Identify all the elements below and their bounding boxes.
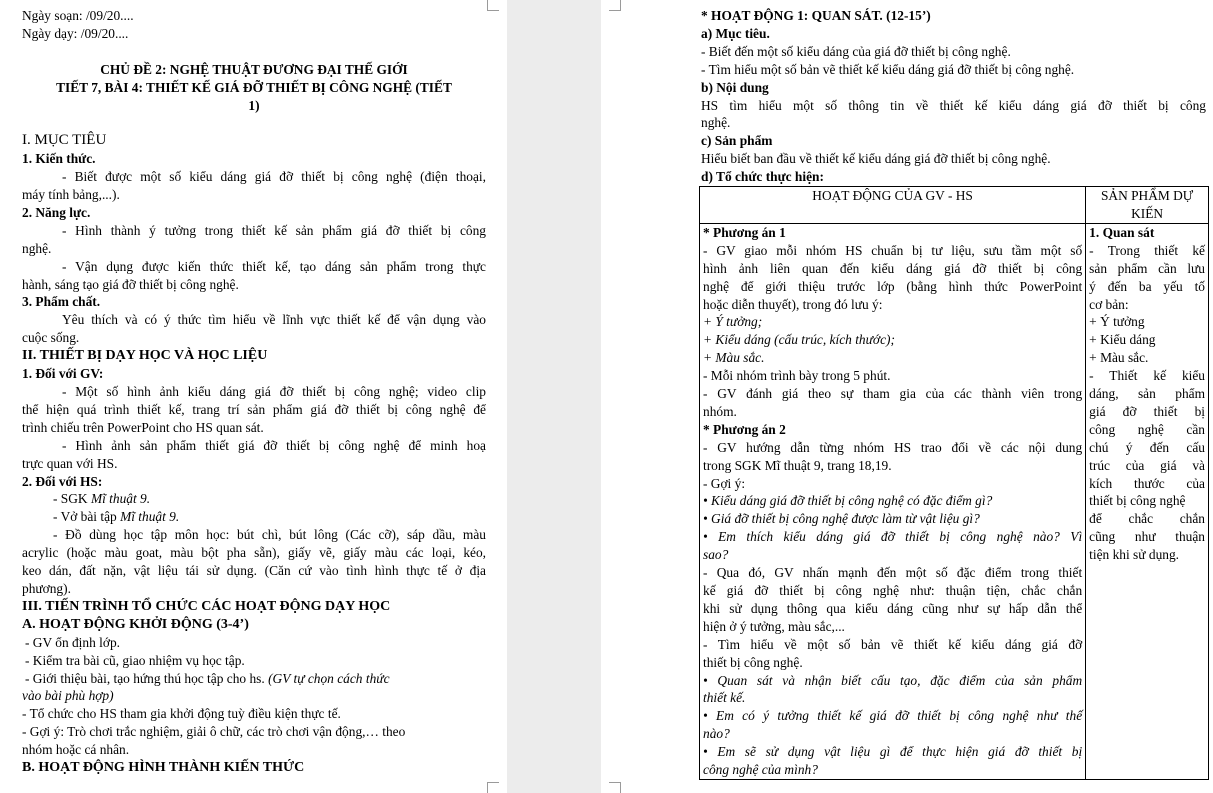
text-line: nghệ. [22,240,52,256]
text-line: để chắc chắn [1089,511,1205,527]
subsection-heading: 1. Kiến thức. [22,151,96,167]
header-label: HOẠT ĐỘNG CỦA GV - HS [812,188,973,204]
subsection-heading: 2. Năng lực. [22,204,91,220]
right-page [601,0,1213,793]
table-cell [700,223,1086,779]
text-run: - Giới thiệu bài, tạo hứng thú học tập cho hs. [25,670,269,686]
text-line: - Biết đến một số kiểu dáng của giá đỡ thiết bị công nghệ. [701,43,1011,59]
text-line: nghệ để giới thiệu trước lớp (bằng hình thức PowerPoint [703,278,1083,294]
header-label: SẢN PHẨM DỰ [1100,188,1194,204]
text-line: - GV ổn định lớp. [25,634,120,650]
text-line: + Ý tưởng; [703,314,763,330]
lesson-title: TIẾT 7, BÀI 4: THIẾT KẾ GIÁ ĐỠ THIẾT BỊ CÔNG NGHỆ (TIẾT [56,79,452,95]
text-line: dáng, sản phẩm [1089,386,1205,402]
text-line: nhóm hoặc cá nhân. [22,742,130,758]
text-line: • Quan sát và nhận biết cấu tạo, đặc điểm của sản phẩm [703,672,1083,688]
text-line: • Em thích kiểu dáng giá đỡ thiết bị công nghệ nào? Vì [703,529,1083,545]
text-line: - Qua đó, GV nhấn mạnh đến một số đặc điểm trong thiết [703,565,1083,581]
text-line: - Đồ dùng học tập môn học: bút chì, bút lông (Các cỡ), sáp dầu, màu [53,527,486,543]
text-line: - Gợi ý: Trò chơi trắc nghiệm, giải ô chữ, các trò chơi vận động,… theo [22,724,406,740]
text-line [22,490,486,508]
book-title: Mĩ thuật 9. [90,491,151,507]
text-line: nghệ. [701,115,731,131]
text-line: + Kiểu dáng [1089,332,1156,348]
text-line: - Mỗi nhóm trình bày trong 5 phút. [703,368,891,384]
text-line: chú ý đến cấu [1089,439,1205,455]
text-line: thiết bị công nghệ. [703,654,803,670]
text-line: - Hình ảnh sản phẩm thiết giá đỡ thiết bị công nghệ để minh hoạ [62,437,486,453]
text-line: - Tổ chức cho HS tham gia khởi động tuỳ điều kiện thực tế. [22,706,341,722]
text-line: - Tìm hiểu về một số bản vẽ thiết kế kiểu dáng giá đỡ [703,636,1083,652]
text-line: cuộc sống. [22,330,80,346]
section-heading: III. TIẾN TRÌNH TỔ CHỨC CÁC HOẠT ĐỘNG DẠY HỌC [22,598,391,614]
text-line: trong SGK Mĩ thuật 9, trang 18,19. [703,457,892,473]
section-heading: A. HOẠT ĐỘNG KHỞI ĐỘNG (3-4’) [22,616,249,632]
text-line: nào? [703,726,730,742]
header-label: KIẾN [1131,205,1164,221]
text-line: hoặc diễn thuyết), trong đó lưu ý: [703,296,883,312]
subsection-heading: a) Mục tiêu. [701,25,770,41]
text-line: Hiểu biết ban đầu về thiết kế kiểu dáng giá đỡ thiết bị công nghệ. [701,151,1051,167]
text-line: acrylic (hoặc màu goat, màu bột pha sẵn), giấy vẽ, giấy màu các loại, kéo, [22,545,486,561]
crop-mark [487,782,499,793]
table-row [700,223,1209,779]
text-run: (GV tự chọn cách thức [268,670,390,686]
right-column [701,7,1206,780]
text-line: cơ bản: [1089,296,1129,312]
prep-date: Ngày soạn: /09/20.... [22,8,134,23]
page-gutter [507,0,601,793]
text-line: trúc của giá và [1089,457,1205,473]
book-title: Mĩ thuật 9. [120,509,180,525]
text-line: Yêu thích và có ý thức tìm hiểu về lĩnh vực thiết kế để vận dụng vào [62,312,486,328]
text-line: tiện khi sử dụng. [1089,547,1180,563]
text-line: - Tìm hiểu một số bản vẽ thiết kế kiểu dáng giá đỡ thiết bị công nghệ. [701,61,1075,77]
crop-mark [609,782,621,793]
cell-heading: 1. Quan sát [1089,224,1155,240]
subsection-heading: b) Nội dung [701,79,769,95]
text-line: + Kiểu dáng (cấu trúc, kích thước); [703,332,895,348]
section-heading: I. MỤC TIÊU [22,132,107,149]
text-line: • Kiểu dáng giá đỡ thiết bị công nghệ có đặc điểm gì? [703,493,993,509]
text-line: - Biết được một số kiểu dáng giá đỡ thiết bị công nghệ (điện thoại, [62,169,486,185]
text-line: công nghệ cần [1089,421,1205,437]
text-line: hiện ở ý tưởng, màu sắc,... [703,618,845,634]
text-line: + Màu sắc. [1089,350,1149,366]
table-cell [1086,223,1209,779]
text-line: thể hiện quá trình thiết kế, trang trí sản phẩm giá đỡ thiết bị công nghệ để [22,401,486,417]
table-header [1086,187,1209,224]
crop-mark [487,0,499,11]
teach-date: Ngày dạy: /09/20.... [22,25,129,41]
text-line: - Vận dụng được kiến thức thiết kế, tạo dáng sản phẩm trong thực [62,258,486,274]
text-line: keo dán, đất nặn, vật liệu tái sử dụng. (Căn cứ vào tình hình thực tế ở địa [22,563,486,579]
text-line: giá đỡ thiết bị [1089,403,1205,419]
text-line: công nghệ của mình? [703,762,818,778]
text-line [22,670,486,688]
left-column [22,7,486,777]
subsection-heading: d) Tổ chức thực hiện: [701,169,824,185]
text-line: phương). [22,580,71,596]
lesson-title-cont: 1) [248,97,260,113]
text-line: cũng như thuận [1089,529,1205,545]
activity-heading: * HOẠT ĐỘNG 1: QUAN SÁT. (12-15’) [701,8,931,23]
text-line: trình chiếu trên PowerPoint cho HS quan sát. [22,419,264,435]
text-line: HS tìm hiểu một số thông tin về thiết kế kiểu dáng giá đỡ thiết bị công [701,97,1206,113]
text-line: - GV đánh giá theo sự tham gia của các thành viên trong [703,386,1083,402]
text-line: hình ảnh liên quan đến kiểu dáng giá đỡ thiết bị công [703,260,1083,276]
text-line: - Thiết kế kiểu [1089,368,1205,384]
text-line: + Ý tưởng [1089,314,1145,330]
text-line: trực quan với HS. [22,455,118,471]
subsection-heading: 2. Đối với HS: [22,473,103,489]
text-line: • Giá đỡ thiết bị công nghệ được làm từ vật liệu gì? [703,511,980,527]
text-run: - Vở bài tập [53,509,121,525]
text-line: • Em sẽ sử dụng vật liệu gì để thực hiện giá đỡ thiết bị [703,744,1083,760]
text-line: - GV giao mỗi nhóm HS chuẩn bị tư liệu, sưu tầm một số [703,242,1083,258]
text-line: khi sử dụng thông qua kiểu dáng cũng như sự hấp dẫn thể [703,600,1083,616]
option-heading: * Phương án 1 [703,224,786,240]
text-line: • Em có ý tưởng thiết kế giá đỡ thiết bị công nghệ như thế [703,708,1083,724]
option-heading: * Phương án 2 [703,421,786,437]
section-heading: B. HOẠT ĐỘNG HÌNH THÀNH KIẾN THỨC [22,760,305,776]
table-header-row [700,187,1209,224]
crop-mark [609,0,621,11]
text-line: - Một số hình ảnh kiểu dáng giá đỡ thiết bị công nghệ; video clip [62,384,486,399]
text-line: máy tính bảng,...). [22,187,120,203]
text-line: - Trong thiết kế [1089,242,1205,258]
activity-table [699,186,1209,780]
subsection-heading: 3. Phẩm chất. [22,294,101,310]
text-line: - GV hướng dẫn từng nhóm HS trao đổi về các nội dung [703,439,1083,455]
text-line: nhóm. [703,403,737,419]
left-page [0,0,507,793]
text-line: thiết kế. [703,690,746,706]
subsection-heading: c) Sản phẩm [701,133,773,149]
text-line: vào bài phù hợp) [22,688,114,704]
section-heading: II. THIẾT BỊ DẠY HỌC VÀ HỌC LIỆU [22,348,268,364]
subsection-heading: 1. Đối với GV: [22,366,104,382]
text-line: sản phẩm cần lưu [1089,260,1205,276]
text-line: - Hình thành ý tưởng trong thiết kế sản phẩm giá đỡ thiết bị công [62,222,486,238]
table-header [700,187,1086,224]
text-line: thiết bị công nghệ [1089,493,1186,509]
text-run: - SGK [53,491,91,507]
text-line: ý đến ba yếu tố [1089,278,1205,294]
topic-title: CHỦ ĐỀ 2: NGHỆ THUẬT ĐƯƠNG ĐẠI THẾ GIỚI [100,61,408,77]
text-line [22,508,486,526]
text-line: - Gợi ý: [703,475,746,491]
text-line: - Kiểm tra bài cũ, giao nhiệm vụ học tập. [25,652,245,668]
text-line: kích thước của [1089,475,1205,491]
text-line: + Màu sắc. [703,350,765,366]
text-line: kế giá đỡ thiết bị công nghệ như: thuận tiện, chắc chắn [703,583,1083,598]
text-line: hành, sáng tạo giá đỡ thiết bị công nghệ. [22,276,239,292]
text-line: sao? [703,547,729,563]
